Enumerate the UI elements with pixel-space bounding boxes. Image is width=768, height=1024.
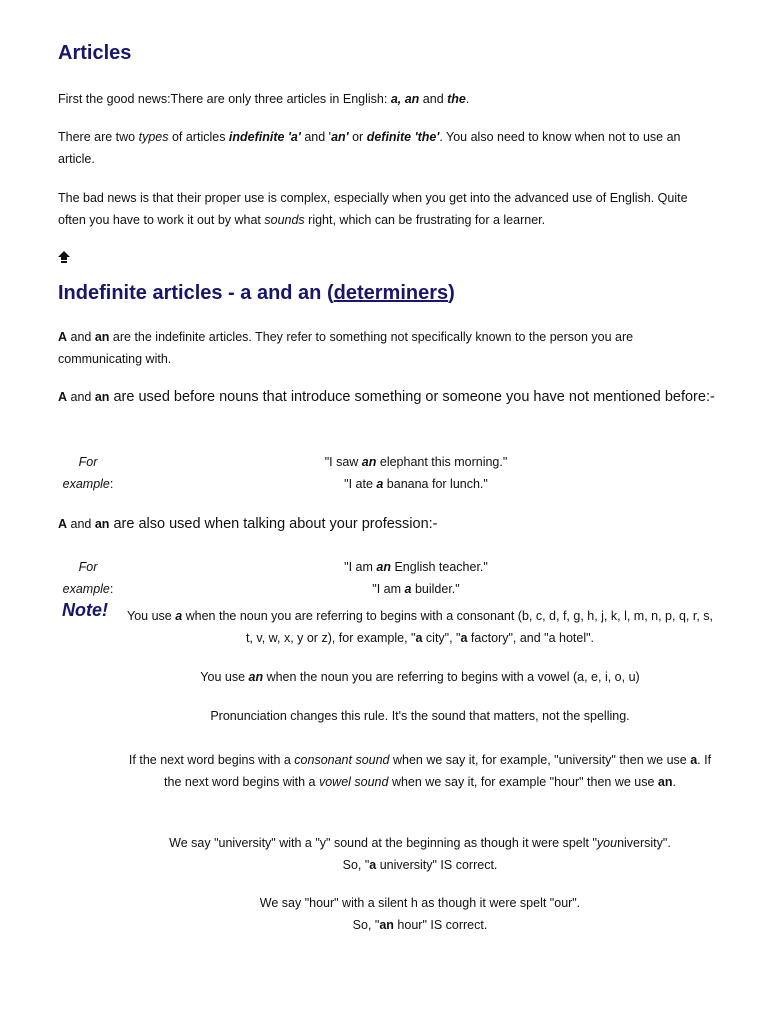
note-paragraph-4: If the next word begins with a consonant sound when we say it, for example, "university" then we use a. If the next word begins with a vowel sound when we say it, for example "hour" then we use an. [128,753,712,789]
section-paragraph-3: A and an are also used when talking about your profession:- [58,516,438,532]
example-text-1 [266,451,566,495]
note-paragraph-1: You use a when the noun you are referring to begins with a consonant (b, c, d, f, g, h, j, k, l, m, n, p, q, r, s, t, v, w, x, y or z), for example, "a city", "a factory", and "a hotel". [127,609,713,645]
note-paragraph-5: We say "university" with a "y" sound at the beginning as though it were spelt "youniversity". So, "a university" IS correct. [169,836,671,872]
example-text-2 [266,556,566,600]
example-label-2: For example: [62,560,114,596]
intro-paragraph-2: There are two types of articles indefinite 'a' and 'an' or definite 'the'. You also need to know when not to use an article. [58,130,681,166]
example-line: "I saw an elephant this morning." [324,455,508,469]
section-paragraph-1: A and an are the indefinite articles. They refer to something not specifically known to the person you are communicating with. [58,330,634,366]
note-paragraph-2: You use an when the noun you are referring to begins with a vowel (a, e, i, o, u) [200,670,640,684]
intro-paragraph-3: The bad news is that their proper use is complex, especially when you get into the advanced use of English. Quite often you have to work it out by what sounds right, which can be frustrating for a learner. [58,191,688,227]
example-line: "I am an English teacher." [344,560,488,574]
section-paragraph-2: A and an are used before nouns that introduce something or someone you have not mentioned before:- [58,389,715,405]
section-heading: Indefinite articles - a and an (determiners) [58,282,455,304]
intro-paragraph-1: First the good news:There are only three articles in English: a, an and the. [58,92,470,106]
determiners-link[interactable]: determiners [333,282,449,304]
example-label-1: For example: [62,455,114,491]
page-title: Articles [58,42,132,64]
up-arrow-icon[interactable] [57,250,71,264]
note-paragraph-6: We say "hour" with a silent h as though it were spelt "our". So, "an hour" IS correct. [259,896,581,932]
example-line: "I ate a banana for lunch." [344,477,488,491]
note-paragraph-3: Pronunciation changes this rule. It's the sound that matters, not the spelling. [210,709,630,723]
example-line: "I am a builder." [372,582,460,596]
note-label: Note! [62,600,108,620]
